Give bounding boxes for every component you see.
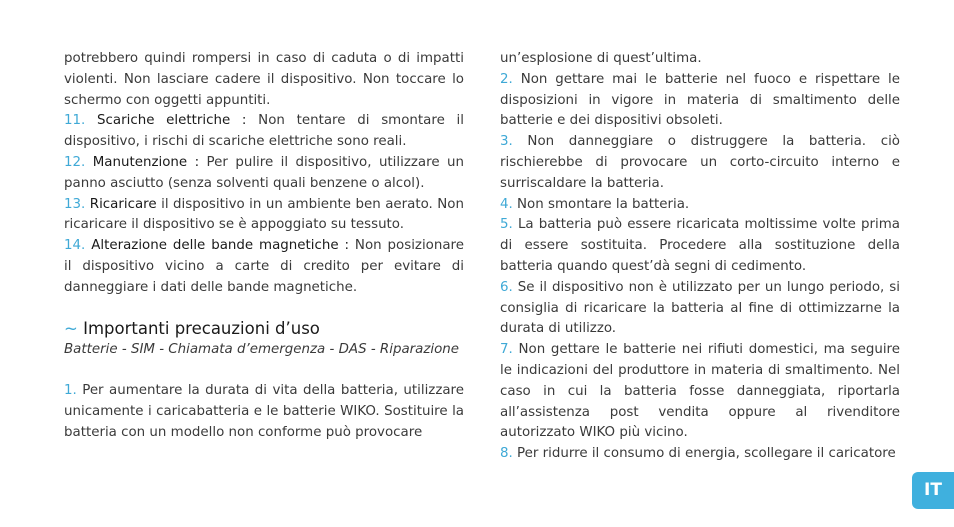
item-text: il dispositivo in un ambiente ben aerato. Non ricaricare il dispositivo se è appoggiato su tessuto. xyxy=(64,196,464,233)
item-4 xyxy=(500,195,900,216)
item-7 xyxy=(500,340,900,444)
item-text: Non gettare mai le batterie nel fuoco e rispettare le disposizioni in vigore in materia di smaltimento delle batterie e dei dispositivi obsoleti. xyxy=(500,71,900,129)
item-number: 3. xyxy=(500,134,513,150)
item-1 xyxy=(64,381,464,443)
right-column xyxy=(500,49,900,465)
item-13 xyxy=(64,195,464,237)
item-title: Scariche elettriche : xyxy=(97,113,247,129)
tilde-mark: ~ xyxy=(64,318,78,338)
section-heading xyxy=(64,318,464,340)
item-number: 14. xyxy=(64,238,86,254)
item-text: Non danneggiare o distruggere la batteria. ciò rischierebbe di provocare un corto-circuito interno e surriscaldare la batteria. xyxy=(500,134,900,191)
item-text: Per ridurre il consumo di energia, scollegare il caricatore xyxy=(512,446,896,462)
item-number: 13. xyxy=(64,196,86,212)
item-text: Se il dispositivo non è utilizzato per un lungo periodo, si consiglia di ricaricare la batteria al fine di ottimizzarne la durata di utilizzo. xyxy=(500,279,900,337)
item-title: Alterazione delle bande magnetiche : xyxy=(91,238,350,254)
item-3 xyxy=(500,132,900,194)
item-text: Non tentare di smontare il dispositivo, i rischi di scariche elettriche sono reali. xyxy=(64,113,464,150)
item-8 xyxy=(500,444,900,465)
item-text: Per pulire il dispositivo, utilizzare un panno asciutto (senza solventi quali benzene o alcol). xyxy=(64,154,464,191)
intro-paragraph: un’esplosione di quest’ultima. xyxy=(500,51,702,66)
item-number: 6. xyxy=(500,279,513,295)
item-text: Non gettare le batterie nei rifiuti domestici, ma seguire le indicazioni del produttore in materia di smaltimento. Nel caso in cui la batteria fosse danneggiata, riportarla all’assistenza post vendita oppure al rivenditore autorizzato WIKO più vicino. xyxy=(500,342,900,441)
intro-paragraph: potrebbero quindi rompersi in caso di caduta o di impatti violenti. Non lasciare cadere il dispositivo. Non toccare lo schermo con oggetti appuntiti. xyxy=(64,51,464,108)
left-column xyxy=(64,49,464,444)
item-text: Non posizionare il dispositivo vicino a carte di credito per evitare di danneggiare i dati delle bande magnetiche. xyxy=(64,238,465,295)
item-text: La batteria può essere ricaricata moltissime volte prima di essere sostituita. Procedere alla sostituzione della batteria quando quest’dà segni di cedimento. xyxy=(500,217,900,274)
item-number: 4. xyxy=(500,196,513,212)
item-text: Per aumentare la durata di vita della batteria, utilizzare unicamente i caricabatteria e le batterie WIKO. Sostituire la batteria con un modello non conforme può provocare xyxy=(64,383,464,440)
item-number: 7. xyxy=(500,342,513,358)
item-number: 8. xyxy=(500,446,513,462)
item-number: 1. xyxy=(64,383,77,399)
item-14 xyxy=(64,236,464,298)
item-11 xyxy=(64,111,464,153)
item-number: 11. xyxy=(64,113,86,129)
item-6 xyxy=(500,278,900,340)
item-number: 12. xyxy=(64,154,86,170)
language-badge: IT xyxy=(912,472,954,509)
item-5 xyxy=(500,215,900,277)
item-text: Non smontare la batteria. xyxy=(512,196,690,212)
item-12 xyxy=(64,153,464,195)
item-title: Ricaricare xyxy=(89,196,157,212)
item-title: Manutenzione : xyxy=(92,154,200,170)
section-subtitle: Batterie - SIM - Chiamata d’emergenza - DAS - Riparazione xyxy=(64,341,460,357)
item-2 xyxy=(500,70,900,132)
item-number: 2. xyxy=(500,71,513,87)
section-title: Importanti precauzioni d’uso xyxy=(83,318,320,338)
item-number: 5. xyxy=(500,217,513,233)
